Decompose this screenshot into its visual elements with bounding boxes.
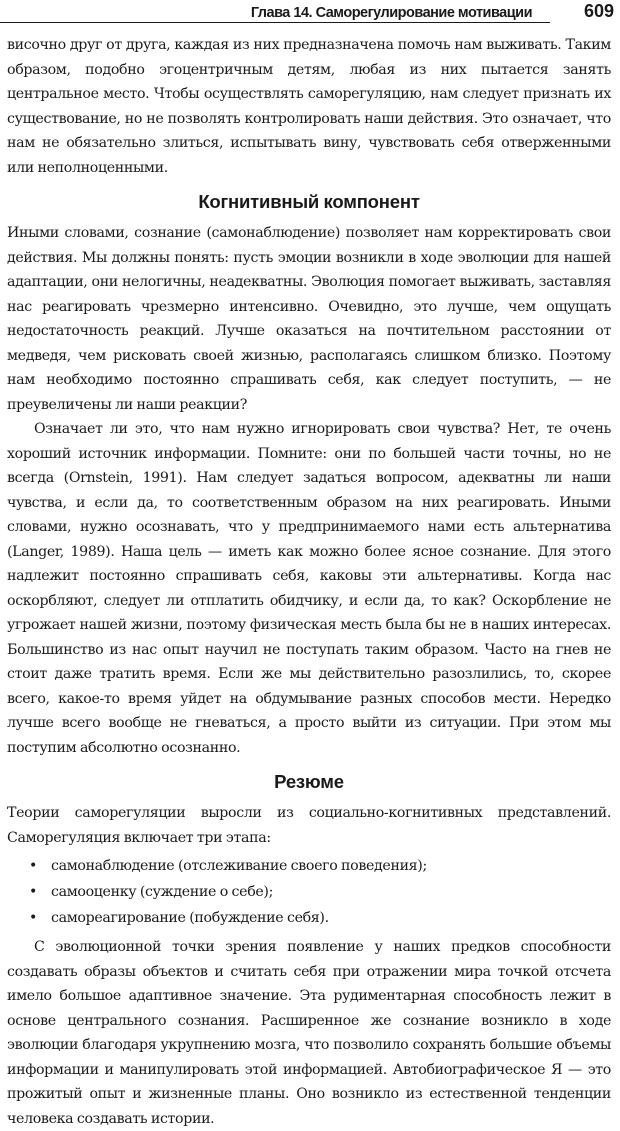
bullet-icon: • [29,884,38,900]
paragraph: Означает ли это, что нам нужно игнорировать свои чувства? Нет, те очень хороший источник информации. Помните: они по большей части точны, но не всегда (Ornstein, 1991). Нам следует задаться вопросом, адекватны ли наши чувства, и если да, то соответственным образом на них реагировать. Иными словами, нужно осознавать, что у предпринимаемого нами есть альтернатива (Langer, 1989). Наша цель — иметь как можно более ясное сознание. Для этого надлежит постоянно спрашивать себя, каковы эти альтернативы. Когда нас оскорбляют, следует ли отплатить обидчику, и если да, то как? Оскорбление не угрожает нашей жизни, поэтому физическая месть была бы не в наших интересах. Большинство из нас опыт научил не поступать таким образом. Часто на гнев не стоит даже тратить время. Если же мы действительно разозлились, то, скорее всего, какое-то время уйдет на обдумывание разных способов мести. Нередко лучше всего вообще не гневаться, а просто выйти из ситуации. При этом мы поступим абсолютно осознанно. [7,421,611,756]
page-body [7,33,611,1131]
chapter-title: Глава 14. Саморегулирование мотивации [250,5,532,21]
continued-paragraph: височно друг от друга, каждая из них предназначена помочь нам выживать. Таким образом, подобно эгоцентричным детям, любая из них пытается занять центральное место. Чтобы осуществлять саморегуляцию, нам следует признать их существование, но не позволять контролировать наши действия. Это означает, что нам не обязательно злиться, испытывать вину, чувствовать себя отверженными или неполноценными. [7,37,611,176]
header-rule [0,22,550,23]
list-item-text: самонаблюдение (отслеживание своего поведения); [51,858,427,874]
page-number: 609 [583,1,614,21]
summary-list [7,854,611,931]
paragraph: Теории саморегуляции выросли из социально-когнитивных представлений. Саморегуляция включает три этапа: [7,805,611,846]
paragraph: Иными словами, сознание (самонаблюдение) позволяет нам корректировать свои действия. Мы должны понять: пусть эмоции возникли в ходе эволюции для нашей адаптации, они нелогичны, неадекватны. Эволюция помогает выживать, заставляя нас реагировать чрезмерно интенсивно. Очевидно, это лучше, чем ощущать недостаточность реакций. Лучше оказаться на почтительном расстоянии от медведя, чем рисковать своей жизнью, располагаясь слишком близко. Поэтому нам необходимо постоянно спрашивать себя, как следует поступить, — не преувеличены ли наши реакции? [7,225,611,413]
list-item [7,854,611,879]
section-heading-summary: Резюме [274,771,344,792]
list-item [7,880,611,905]
list-item-text: самореагирование (побуждение себя). [51,910,329,926]
section-heading-cognitive: Когнитивный компонент [198,191,420,212]
list-item-text: самооценку (суждение о себе); [51,884,274,900]
list-item [7,906,611,931]
bullet-icon: • [29,910,38,926]
bullet-icon: • [29,858,38,874]
running-header [0,0,620,26]
paragraph: С эволюционной точки зрения появление у наших предков способности создавать образы объектов и считать себя при отражении мира точкой отсчета имело большое адаптивное значение. Эта рудиментарная способность лежит в основе центрального сознания. Расширенное же сознание возникло в ходе эволюции благодаря укрупнению мозга, что позволило сохранять большие объемы информации и манипулировать этой информацией. Автобиографическое Я — это прожитый опыт и жизненные планы. Оно возникло из естественной тенденции человека создавать истории. [7,939,611,1127]
